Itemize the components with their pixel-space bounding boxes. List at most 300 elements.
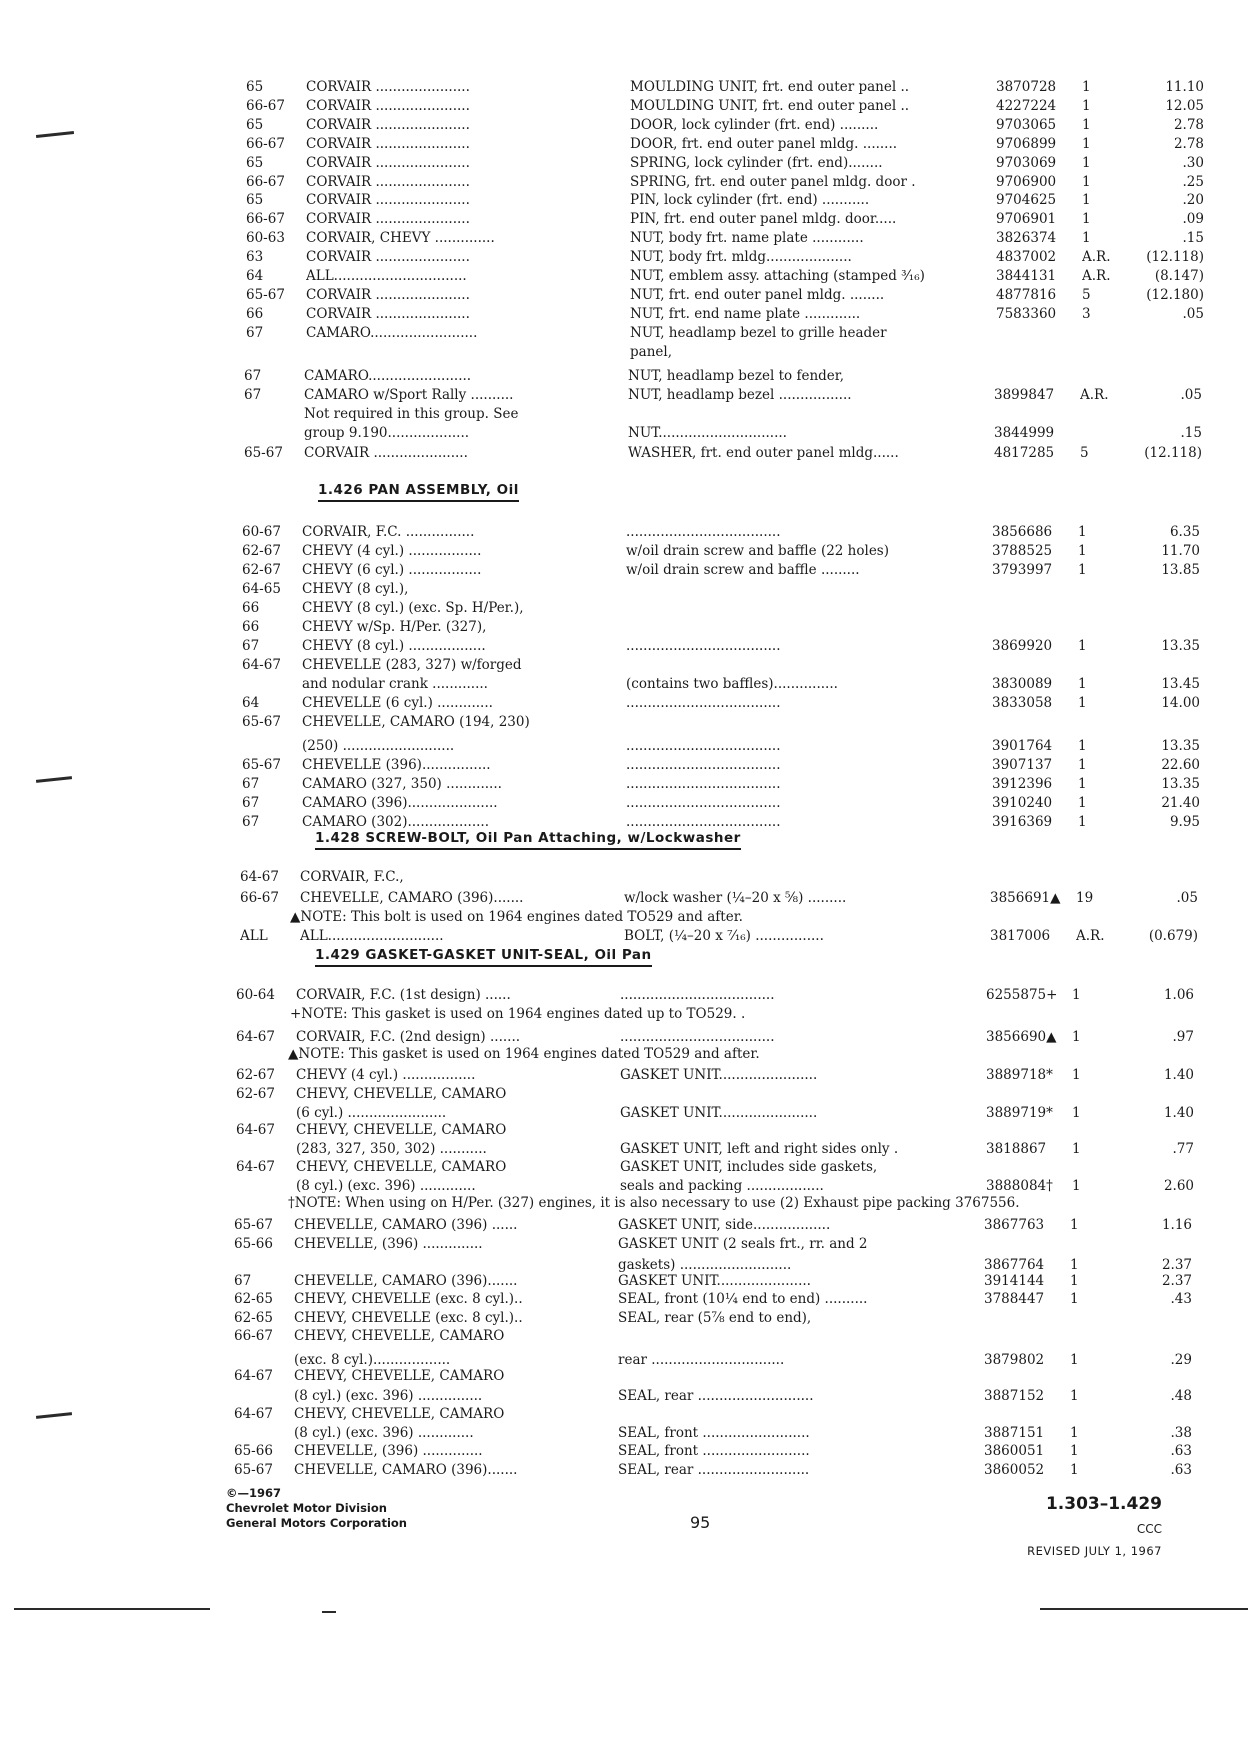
application: CHEVY (6 cyl.) ................. <box>302 562 482 578</box>
model-year: 65 <box>246 192 264 209</box>
application: CHEVY, CHEVELLE, CAMARO <box>294 1406 505 1422</box>
model-year: 64-67 <box>242 657 281 673</box>
price: 12.05 <box>1165 97 1204 114</box>
part-description: w/oil drain screw and baffle ......... <box>626 562 860 578</box>
application: CORVAIR ...................... <box>306 211 470 228</box>
application: and nodular crank ............. <box>302 676 488 692</box>
application: CORVAIR ...................... <box>306 116 470 133</box>
quantity: 1 <box>1070 1257 1079 1273</box>
parts-row <box>236 1121 1196 1140</box>
application: CHEVELLE, CAMARO (396)....... <box>294 1273 518 1289</box>
parts-row <box>234 1309 1194 1328</box>
model-year: 66 <box>246 305 264 322</box>
division-name: Chevrolet Motor Division <box>226 1501 387 1515</box>
price: .05 <box>1176 890 1198 906</box>
price: .63 <box>1170 1443 1192 1460</box>
part-number: 3912396 <box>992 776 1053 792</box>
note-exhaust-packing: †NOTE: When using on H/Per. (327) engines, it is also necessary to use (2) Exhaust pipe packing 3767556. <box>288 1195 1020 1211</box>
parts-row <box>246 267 1206 286</box>
revision-date: REVISED JULY 1, 1967 <box>1027 1544 1162 1558</box>
model-year: 66-67 <box>246 173 285 190</box>
parts-row <box>242 756 1202 775</box>
quantity: 1 <box>1078 795 1087 811</box>
quantity: 1 <box>1082 230 1091 247</box>
model-year: 65-67 <box>244 445 283 461</box>
price: 2.78 <box>1173 135 1204 152</box>
parts-row <box>246 116 1206 135</box>
application: CORVAIR ...................... <box>306 154 470 171</box>
part-number: 9703065 <box>996 116 1057 133</box>
note-bolt: ▲NOTE: This bolt is used on 1964 engines dated TO529 and after. <box>290 909 743 925</box>
part-description: NUT, frt. end name plate ............. <box>630 305 861 322</box>
part-number: 3916369 <box>992 814 1053 830</box>
application: CHEVY (4 cyl.) ................. <box>302 543 482 559</box>
price: .25 <box>1182 173 1204 190</box>
price: 1.40 <box>1163 1105 1194 1121</box>
parts-row <box>244 424 1204 443</box>
model-year: 64-67 <box>236 1122 275 1138</box>
part-number: 3901764 <box>992 738 1053 754</box>
quantity: 1 <box>1072 1067 1081 1083</box>
quantity: 1 <box>1072 1105 1081 1121</box>
parts-row <box>234 1272 1194 1291</box>
parts-row <box>234 1461 1194 1480</box>
model-year: ALL <box>240 928 268 944</box>
part-description: .................................... <box>626 814 781 830</box>
application: CORVAIR, F.C. ................ <box>302 524 475 540</box>
application: CHEVELLE (6 cyl.) ............. <box>302 695 493 711</box>
application: CHEVELLE (396)................ <box>302 757 491 773</box>
model-year: 62-65 <box>234 1291 273 1308</box>
model-year: 60-67 <box>242 524 281 540</box>
application: CHEVY, CHEVELLE, CAMARO <box>294 1327 505 1344</box>
quantity: 1 <box>1070 1388 1079 1404</box>
model-year: 65-67 <box>234 1461 273 1478</box>
part-description: DOOR, frt. end outer panel mldg. ........ <box>630 135 898 152</box>
section-heading-pan-assembly: 1.426 PAN ASSEMBLY, Oil <box>318 482 519 502</box>
model-year: 67 <box>242 776 260 792</box>
part-description: SEAL, front ......................... <box>618 1424 810 1441</box>
parts-row <box>234 1327 1194 1346</box>
part-description: WASHER, frt. end outer panel mldg...... <box>628 445 899 461</box>
part-description: gaskets) .......................... <box>618 1257 792 1273</box>
application: CORVAIR ...................... <box>306 286 470 303</box>
price: (12.118) <box>1144 445 1202 461</box>
application: CORVAIR, F.C. (1st design) ...... <box>296 987 511 1003</box>
quantity: 5 <box>1082 286 1091 303</box>
part-number: 3867764 <box>984 1257 1045 1273</box>
parts-row <box>242 599 1202 618</box>
quantity: 1 <box>1082 211 1091 228</box>
model-year: 64-67 <box>234 1406 273 1422</box>
part-number: 3826374 <box>996 230 1057 247</box>
quantity: A.R. <box>1076 928 1105 944</box>
price: 13.45 <box>1161 676 1200 692</box>
part-description: GASKET UNIT...................... <box>618 1273 811 1289</box>
model-year: 64-67 <box>236 1029 275 1045</box>
part-number: 6255875+ <box>986 987 1058 1003</box>
part-description: .................................... <box>626 776 781 792</box>
part-number: 3869920 <box>992 638 1053 654</box>
part-description: .................................... <box>626 795 781 811</box>
parts-row <box>244 386 1204 405</box>
model-year: 62-67 <box>242 562 281 578</box>
model-year: 67 <box>244 386 262 403</box>
quantity: 1 <box>1078 738 1087 754</box>
model-year: 66-67 <box>234 1327 273 1344</box>
application: CAMARO (327, 350) ............. <box>302 776 502 792</box>
model-year: 64 <box>242 695 260 711</box>
model-year: 66-67 <box>246 97 285 114</box>
parts-row <box>246 210 1206 229</box>
price: 11.70 <box>1161 543 1200 559</box>
price: .15 <box>1180 425 1202 441</box>
price: .29 <box>1170 1352 1192 1368</box>
part-number: 3910240 <box>992 795 1053 811</box>
parts-row <box>240 889 1200 908</box>
price: .97 <box>1172 1029 1194 1045</box>
parts-row <box>246 135 1206 154</box>
price: (12.180) <box>1146 286 1204 303</box>
parts-row <box>246 97 1206 116</box>
parts-row <box>246 324 1206 343</box>
model-year: 67 <box>246 324 264 341</box>
quantity: 1 <box>1070 1424 1079 1441</box>
quantity: 1 <box>1078 676 1087 692</box>
model-year: 63 <box>246 249 264 266</box>
model-year: 65 <box>246 79 264 95</box>
application: CHEVY (4 cyl.) ................. <box>296 1067 476 1083</box>
application: CHEVY, CHEVELLE, CAMARO <box>294 1368 505 1384</box>
price: .30 <box>1182 154 1204 171</box>
quantity: 1 <box>1078 543 1087 559</box>
part-description: w/oil drain screw and baffle (22 holes) <box>626 543 889 559</box>
model-year: 67 <box>242 795 260 811</box>
price: 9.95 <box>1169 814 1200 830</box>
parts-row <box>242 637 1202 656</box>
part-description: rear ............................... <box>618 1352 785 1368</box>
application: CORVAIR, F.C., <box>300 869 404 885</box>
page-number: 95 <box>690 1513 711 1532</box>
part-number: 3889719* <box>986 1105 1053 1121</box>
parts-row <box>242 561 1202 580</box>
parts-row <box>242 737 1202 756</box>
price: 2.37 <box>1161 1257 1192 1273</box>
quantity: 1 <box>1072 1029 1081 1045</box>
quantity: 1 <box>1070 1461 1079 1478</box>
quantity: 1 <box>1082 79 1091 95</box>
part-description: SEAL, rear .......................... <box>618 1461 810 1478</box>
quantity: 1 <box>1070 1352 1079 1368</box>
parts-row <box>234 1424 1194 1443</box>
parts-row <box>246 286 1206 305</box>
part-number: 9706900 <box>996 173 1057 190</box>
parts-row <box>242 794 1202 813</box>
scan-rule <box>14 1608 210 1610</box>
parts-row <box>236 1140 1196 1159</box>
quantity: A.R. <box>1082 268 1111 284</box>
part-number: 3856691▲ <box>990 890 1061 906</box>
part-number: 4877816 <box>996 286 1057 303</box>
part-number: 9704625 <box>996 192 1057 209</box>
parts-row <box>234 1367 1194 1386</box>
price: 21.40 <box>1161 795 1200 811</box>
part-description: panel, <box>630 343 672 360</box>
part-description: NUT, headlamp bezel to grille header <box>630 324 887 341</box>
model-year: 67 <box>242 638 260 654</box>
model-year: 62-65 <box>234 1309 273 1326</box>
part-number: 3889718* <box>986 1067 1053 1083</box>
part-number: 3907137 <box>992 757 1053 773</box>
application: CORVAIR ...................... <box>306 192 470 209</box>
parts-row <box>246 248 1206 267</box>
part-description: GASKET UNIT (2 seals frt., rr. and 2 <box>618 1235 868 1252</box>
part-description: .................................... <box>626 638 781 654</box>
part-number: 3879802 <box>984 1352 1045 1368</box>
scan-rule <box>322 1611 336 1613</box>
parts-row <box>244 367 1204 386</box>
quantity: 19 <box>1076 890 1094 906</box>
part-description: DOOR, lock cylinder (frt. end) ......... <box>630 116 879 133</box>
part-description: .................................... <box>626 738 781 754</box>
part-description: MOULDING UNIT, frt. end outer panel .. <box>630 79 910 95</box>
part-number: 3793997 <box>992 562 1053 578</box>
model-year: 66-67 <box>246 135 285 152</box>
application: CORVAIR ...................... <box>306 173 470 190</box>
section-heading-screw-bolt: 1.428 SCREW-BOLT, Oil Pan Attaching, w/Lockwasher <box>315 830 741 850</box>
part-description: GASKET UNIT, includes side gaskets, <box>620 1159 878 1175</box>
application: (8 cyl.) (exc. 396) ............. <box>294 1424 474 1441</box>
model-year: 62-67 <box>236 1086 275 1102</box>
quantity: 1 <box>1072 1177 1081 1194</box>
part-number: 3833058 <box>992 695 1053 711</box>
part-number: 3856686 <box>992 524 1053 540</box>
model-year: 66 <box>242 600 260 616</box>
parts-row <box>242 580 1202 599</box>
part-description: SEAL, front (10¼ end to end) .......... <box>618 1291 868 1308</box>
binding-mark <box>36 131 74 138</box>
part-description: .................................... <box>620 1029 775 1045</box>
application: CAMARO........................ <box>304 368 472 384</box>
parts-row <box>236 986 1196 1005</box>
part-number: 3888084† <box>986 1177 1053 1194</box>
group-range: 1.303–1.429 <box>1045 1494 1162 1514</box>
model-year: 64-67 <box>234 1368 273 1384</box>
part-description: NUT, frt. end outer panel mldg. ........ <box>630 286 885 303</box>
price: (8.147) <box>1154 268 1204 284</box>
application: CAMARO......................... <box>306 324 478 341</box>
part-number: 3844999 <box>994 425 1055 441</box>
price: .38 <box>1170 1424 1192 1441</box>
part-description: SPRING, frt. end outer panel mldg. door . <box>630 173 916 190</box>
price: 1.06 <box>1163 987 1194 1003</box>
parts-row <box>234 1405 1194 1424</box>
part-number: 4227224 <box>996 97 1057 114</box>
quantity: 1 <box>1078 776 1087 792</box>
application: (exc. 8 cyl.).................. <box>294 1352 451 1368</box>
application: CHEVELLE, (396) .............. <box>294 1235 483 1252</box>
quantity: 1 <box>1078 562 1087 578</box>
parts-row <box>234 1290 1194 1309</box>
quantity: 1 <box>1082 97 1091 114</box>
part-description: MOULDING UNIT, frt. end outer panel .. <box>630 97 910 114</box>
part-number: 3914144 <box>984 1273 1045 1289</box>
part-number: 3818867 <box>986 1140 1047 1157</box>
quantity: 1 <box>1070 1217 1079 1233</box>
price: 22.60 <box>1161 757 1200 773</box>
model-year: 65-67 <box>242 757 281 773</box>
parts-row <box>246 229 1206 248</box>
application: CORVAIR ...................... <box>306 97 470 114</box>
price: 13.35 <box>1161 776 1200 792</box>
part-description: SPRING, lock cylinder (frt. end)........ <box>630 154 883 171</box>
part-description: .................................... <box>626 757 781 773</box>
price: 13.35 <box>1161 638 1200 654</box>
part-description: .................................... <box>620 987 775 1003</box>
parts-row <box>246 173 1206 192</box>
part-number: 3788447 <box>984 1291 1045 1308</box>
parts-row <box>236 1158 1196 1177</box>
quantity: 1 <box>1082 135 1091 152</box>
application: CORVAIR ...................... <box>306 79 470 95</box>
model-year: 67 <box>244 368 262 384</box>
quantity: 1 <box>1070 1273 1079 1289</box>
application: CHEVY (8 cyl.), <box>302 581 409 597</box>
part-description: SEAL, front ......................... <box>618 1443 810 1460</box>
quantity: 1 <box>1072 987 1081 1003</box>
model-year: 64-67 <box>236 1159 275 1175</box>
price: .05 <box>1182 305 1204 322</box>
quantity: A.R. <box>1082 249 1111 266</box>
quantity: 1 <box>1082 154 1091 171</box>
quantity: 1 <box>1070 1291 1079 1308</box>
application: CORVAIR ...................... <box>306 249 470 266</box>
binding-mark <box>36 1412 72 1419</box>
parts-row <box>236 1177 1196 1196</box>
application: CORVAIR ...................... <box>306 135 470 152</box>
application: group 9.190................... <box>304 425 470 441</box>
parts-row <box>244 405 1204 424</box>
quantity: 1 <box>1078 757 1087 773</box>
quantity: 1 <box>1078 524 1087 540</box>
model-year: 66-67 <box>240 890 279 906</box>
application: CAMARO (302)................... <box>302 814 490 830</box>
part-description: .................................... <box>626 695 781 711</box>
section-heading-gasket: 1.429 GASKET-GASKET UNIT-SEAL, Oil Pan <box>315 947 652 967</box>
part-number: 3899847 <box>994 386 1055 403</box>
part-number: 3867763 <box>984 1217 1045 1233</box>
model-year: 67 <box>242 814 260 830</box>
model-year: 65-67 <box>242 714 281 730</box>
application: CORVAIR, CHEVY .............. <box>306 230 495 247</box>
parts-row <box>246 305 1206 324</box>
part-number: 4837002 <box>996 249 1057 266</box>
quantity: 1 <box>1070 1443 1079 1460</box>
quantity: 3 <box>1082 305 1091 322</box>
parts-row <box>234 1442 1194 1461</box>
price: .43 <box>1170 1291 1192 1308</box>
application: CHEVELLE, CAMARO (396)....... <box>300 890 524 906</box>
model-year: 65-67 <box>246 286 285 303</box>
part-description: NUT, body frt. name plate ............ <box>630 230 864 247</box>
price: (0.679) <box>1148 928 1198 944</box>
quantity: 1 <box>1082 192 1091 209</box>
part-number: 9703069 <box>996 154 1057 171</box>
price: .20 <box>1182 192 1204 209</box>
part-number: 3830089 <box>992 676 1053 692</box>
parts-row <box>240 868 1200 887</box>
part-description: SEAL, rear ........................... <box>618 1388 814 1404</box>
part-description: NUT, headlamp bezel to fender, <box>628 368 845 384</box>
model-year: 65-67 <box>234 1217 273 1233</box>
model-year: 65-66 <box>234 1443 273 1460</box>
copyright: ©—1967 <box>226 1486 282 1500</box>
parts-row <box>234 1216 1194 1235</box>
part-description: GASKET UNIT....................... <box>620 1067 818 1083</box>
application: CHEVY, CHEVELLE, CAMARO <box>296 1159 507 1175</box>
model-year: 60-64 <box>236 987 275 1003</box>
part-number: 3887151 <box>984 1424 1045 1441</box>
part-number: 9706899 <box>996 135 1057 152</box>
quantity: 1 <box>1078 814 1087 830</box>
part-description: GASKET UNIT, side.................. <box>618 1217 831 1233</box>
price: 13.35 <box>1161 738 1200 754</box>
part-number: 3860051 <box>984 1443 1045 1460</box>
part-description: GASKET UNIT, left and right sides only . <box>620 1140 899 1157</box>
application: CHEVY (8 cyl.) (exc. Sp. H/Per.), <box>302 600 524 616</box>
parts-row <box>246 191 1206 210</box>
part-number: 3870728 <box>996 79 1057 95</box>
part-number: 3817006 <box>990 928 1051 944</box>
model-year: 66 <box>242 619 260 635</box>
quantity: 1 <box>1072 1140 1081 1157</box>
model-year: 65 <box>246 154 264 171</box>
part-description: (contains two baffles)............... <box>626 676 838 692</box>
part-description: w/lock washer (¼–20 x ⅝) ......... <box>624 890 847 906</box>
price: .48 <box>1170 1388 1192 1404</box>
price: (12.118) <box>1146 249 1204 266</box>
model-year: 67 <box>234 1273 252 1289</box>
catalog-code: CCC <box>1136 1522 1162 1536</box>
parts-row <box>246 154 1206 173</box>
quantity: A.R. <box>1080 386 1109 403</box>
part-number: 3788525 <box>992 543 1053 559</box>
application: (8 cyl.) (exc. 396) ............... <box>294 1388 483 1404</box>
application: (8 cyl.) (exc. 396) ............. <box>296 1177 476 1194</box>
part-description: PIN, frt. end outer panel mldg. door..... <box>630 211 897 228</box>
model-year: 64-65 <box>242 581 281 597</box>
part-description: NUT, emblem assy. attaching (stamped ³⁄₁₆) <box>630 268 925 284</box>
parts-row <box>242 775 1202 794</box>
part-description: NUT.............................. <box>628 425 787 441</box>
parts-row <box>236 1066 1196 1085</box>
part-description: seals and packing .................. <box>620 1177 824 1194</box>
application: (250) .......................... <box>302 738 455 754</box>
quantity: 1 <box>1078 638 1087 654</box>
model-year: 62-67 <box>236 1067 275 1083</box>
price: .63 <box>1170 1461 1192 1478</box>
price: 1.16 <box>1161 1217 1192 1233</box>
application: CAMARO (396)..................... <box>302 795 498 811</box>
application: CHEVY, CHEVELLE, CAMARO <box>296 1122 507 1138</box>
parts-row <box>242 694 1202 713</box>
note-gasket-second: ▲NOTE: This gasket is used on 1964 engines dated TO529 and after. <box>288 1046 760 1062</box>
part-description: .................................... <box>626 524 781 540</box>
price: 1.40 <box>1163 1067 1194 1083</box>
part-number: 3860052 <box>984 1461 1045 1478</box>
application: (6 cyl.) ....................... <box>296 1105 447 1121</box>
parts-row <box>242 618 1202 637</box>
